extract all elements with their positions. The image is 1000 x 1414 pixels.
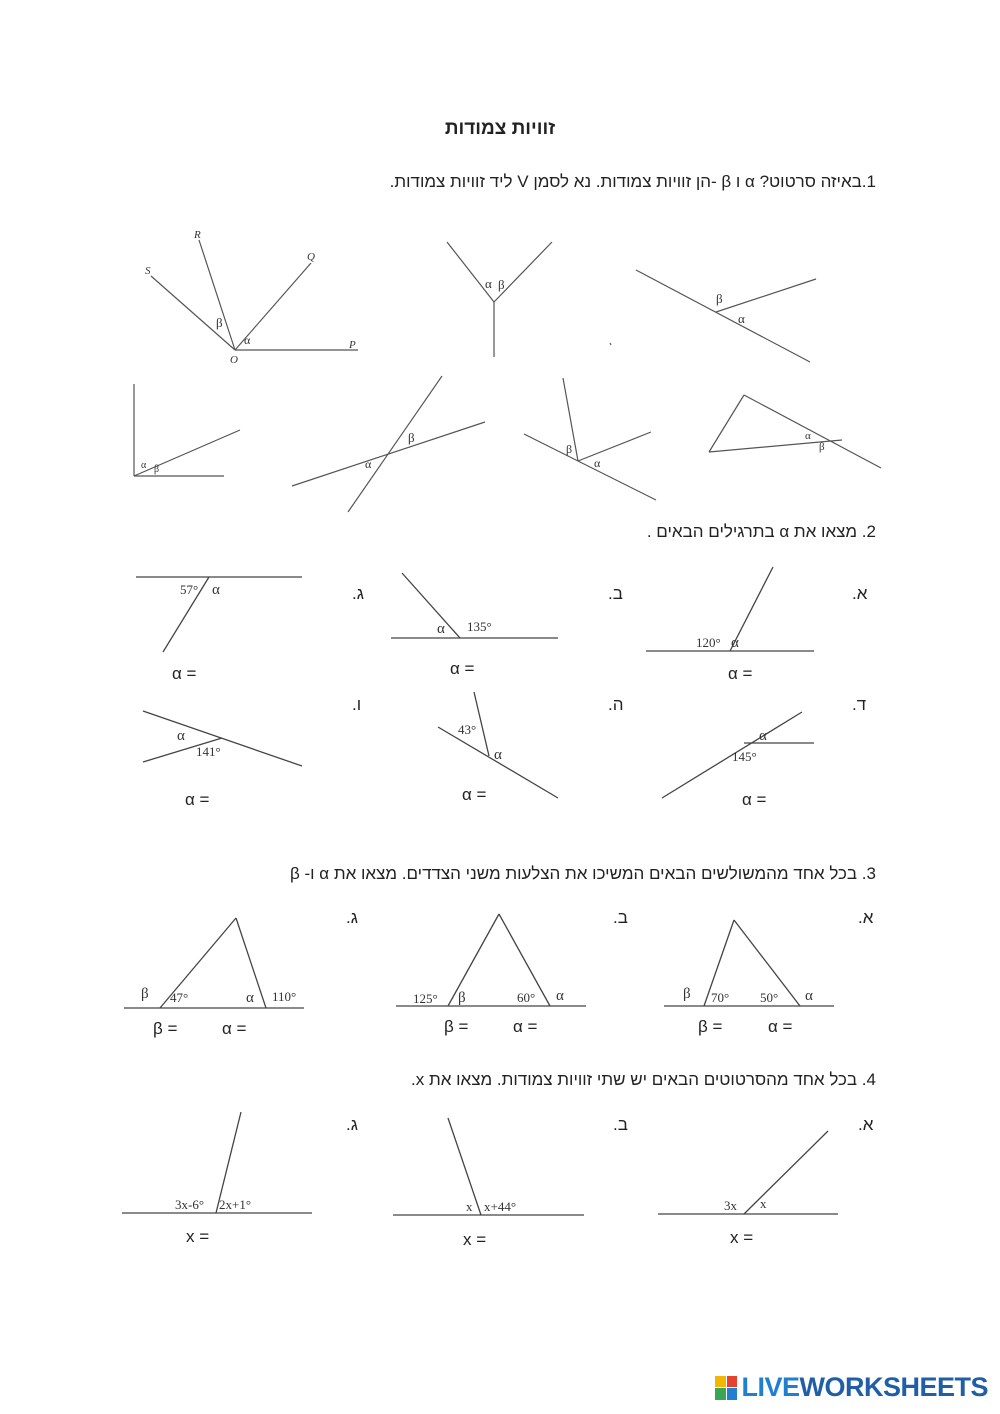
q2-diagram-a xyxy=(646,567,814,651)
q2-label-e: ה. xyxy=(608,695,624,714)
question-4-text: 4. בכל אחד מהסרטוטים הבאים יש שתי זוויות צמודות. מצאו את x. xyxy=(411,1070,876,1089)
q3-c-beta-answer[interactable]: β = xyxy=(153,1019,178,1038)
liveworksheets-logo xyxy=(715,1372,988,1403)
q2-diagram-f xyxy=(143,711,302,766)
q3-label-c: ג. xyxy=(346,908,358,927)
left-angle-label: 3x xyxy=(724,1198,737,1213)
alpha-label: α xyxy=(805,988,813,1004)
q1-diagram-1 xyxy=(145,229,358,366)
q2-answer-c[interactable]: α = xyxy=(172,664,197,683)
alpha-label: α xyxy=(494,747,502,763)
q2-diagram-e xyxy=(438,692,558,798)
point-q-label: Q xyxy=(307,251,315,263)
angle-label: 43° xyxy=(458,722,477,737)
alpha-label: α xyxy=(731,635,739,651)
right-angle-label: 2x+1° xyxy=(219,1197,252,1212)
q2-answer-b[interactable]: α = xyxy=(450,659,475,678)
beta-label: β xyxy=(566,442,573,456)
q1-diagram-6 xyxy=(524,378,656,500)
q1-diagram-4 xyxy=(134,384,240,476)
page-title: זוויות צמודות xyxy=(444,118,556,139)
q2-answer-d[interactable]: α = xyxy=(742,790,767,809)
q4-diagram-c xyxy=(122,1112,312,1213)
beta-label: β xyxy=(408,430,415,445)
angle-label: 145° xyxy=(732,749,757,764)
right-angle-label: x+44° xyxy=(484,1199,517,1214)
q3-triangle-b xyxy=(396,914,586,1006)
left-angle-label: 3x-6° xyxy=(175,1197,205,1212)
q4-label-a: א. xyxy=(858,1115,874,1134)
q3-a-alpha-answer[interactable]: α = xyxy=(768,1017,793,1036)
q2-label-c: ג. xyxy=(352,584,364,603)
beta-label: β xyxy=(216,315,223,330)
q3-a-beta-answer[interactable]: β = xyxy=(698,1017,723,1036)
q2-diagram-d xyxy=(662,712,814,798)
q2-diagram-c xyxy=(136,577,302,652)
beta-label: β xyxy=(154,464,160,475)
alpha-label: α xyxy=(437,621,445,637)
q4-diagram-a xyxy=(658,1131,838,1214)
q2-answer-f[interactable]: α = xyxy=(185,790,210,809)
q4-label-b: ב. xyxy=(613,1115,628,1134)
q2-label-d: ד. xyxy=(852,695,867,714)
point-s-label: S xyxy=(145,265,151,277)
liveworksheets-logo-text: LIVEWORKSHEETS xyxy=(741,1372,988,1402)
q2-answer-e[interactable]: α = xyxy=(462,785,487,804)
q4-label-c: ג. xyxy=(346,1115,358,1134)
q2-answer-a[interactable]: α = xyxy=(728,664,753,683)
alpha-label: α xyxy=(212,582,220,598)
alpha-label: α xyxy=(177,728,185,744)
angle-label: 57° xyxy=(180,582,199,597)
q3-triangle-c xyxy=(124,918,304,1008)
q3-label-a: א. xyxy=(858,908,874,927)
q1-diagram-3 xyxy=(610,270,816,362)
q3-b-beta-answer[interactable]: β = xyxy=(444,1017,469,1036)
beta-label: β xyxy=(141,986,149,1002)
point-r-label: R xyxy=(194,229,201,241)
alpha-label: α xyxy=(759,728,767,744)
alpha-label: α xyxy=(141,460,147,471)
alpha-label: α xyxy=(594,456,601,470)
alpha-label: α xyxy=(738,311,745,326)
angle-label: 141° xyxy=(196,744,221,759)
beta-label: β xyxy=(716,291,723,306)
alpha-label: α xyxy=(556,988,564,1004)
q3-b-alpha-answer[interactable]: α = xyxy=(513,1017,538,1036)
question-3-text: 3. בכל אחד מהמשולשים הבאים המשיכו את הצלעות משני הצדדים. מצאו את α ו- β xyxy=(289,864,876,883)
q3-c-alpha-answer[interactable]: α = xyxy=(222,1019,247,1038)
left-angle-label: x xyxy=(466,1199,473,1214)
q4-answer-c[interactable]: x = xyxy=(186,1227,210,1246)
beta-label: β xyxy=(458,990,466,1006)
angle-label: 135° xyxy=(467,619,492,634)
question-1-text: 1.באיזה סרטוט? α ו β -הן זוויות צמודות. נא לסמן V ליד זוויות צמודות. xyxy=(389,172,876,191)
angle1-label: 47° xyxy=(170,990,189,1005)
q3-triangle-a xyxy=(664,920,834,1006)
angle1-label: 70° xyxy=(711,990,730,1005)
alpha-label: α xyxy=(485,276,492,291)
beta-label: β xyxy=(683,986,691,1002)
alpha-label: α xyxy=(246,990,254,1006)
alpha-label: α xyxy=(365,457,372,471)
alpha-label: α xyxy=(244,333,251,347)
exterior-angle-label: 110° xyxy=(272,989,297,1004)
q1-diagram-2 xyxy=(447,242,552,357)
q4-answer-b[interactable]: x = xyxy=(463,1230,487,1249)
angle2-label: 60° xyxy=(517,990,536,1005)
q2-label-b: ב. xyxy=(608,584,623,603)
q2-label-f: ו. xyxy=(352,695,362,714)
q3-label-b: ב. xyxy=(613,908,628,927)
q4-answer-a[interactable]: x = xyxy=(730,1228,754,1247)
q1-diagram-7 xyxy=(709,395,881,468)
beta-label: β xyxy=(819,441,825,453)
q4-diagram-b xyxy=(393,1118,584,1215)
angle-label: 120° xyxy=(696,635,721,650)
stray-dot xyxy=(610,343,611,345)
beta-label: β xyxy=(498,277,505,292)
q2-label-a: א. xyxy=(852,584,868,603)
liveworksheets-logo-icon xyxy=(715,1376,737,1400)
exterior-angle-label: 125° xyxy=(413,991,438,1006)
angle2-label: 50° xyxy=(760,990,779,1005)
question-2-text: 2. מצאו את α בתרגילים הבאים . xyxy=(646,522,876,541)
q2-diagram-b xyxy=(391,573,558,638)
point-p-label: P xyxy=(349,339,356,351)
point-o-label: O xyxy=(230,354,238,366)
q1-diagram-5 xyxy=(292,376,485,512)
right-angle-label: x xyxy=(760,1196,767,1211)
alpha-label: α xyxy=(805,430,811,442)
